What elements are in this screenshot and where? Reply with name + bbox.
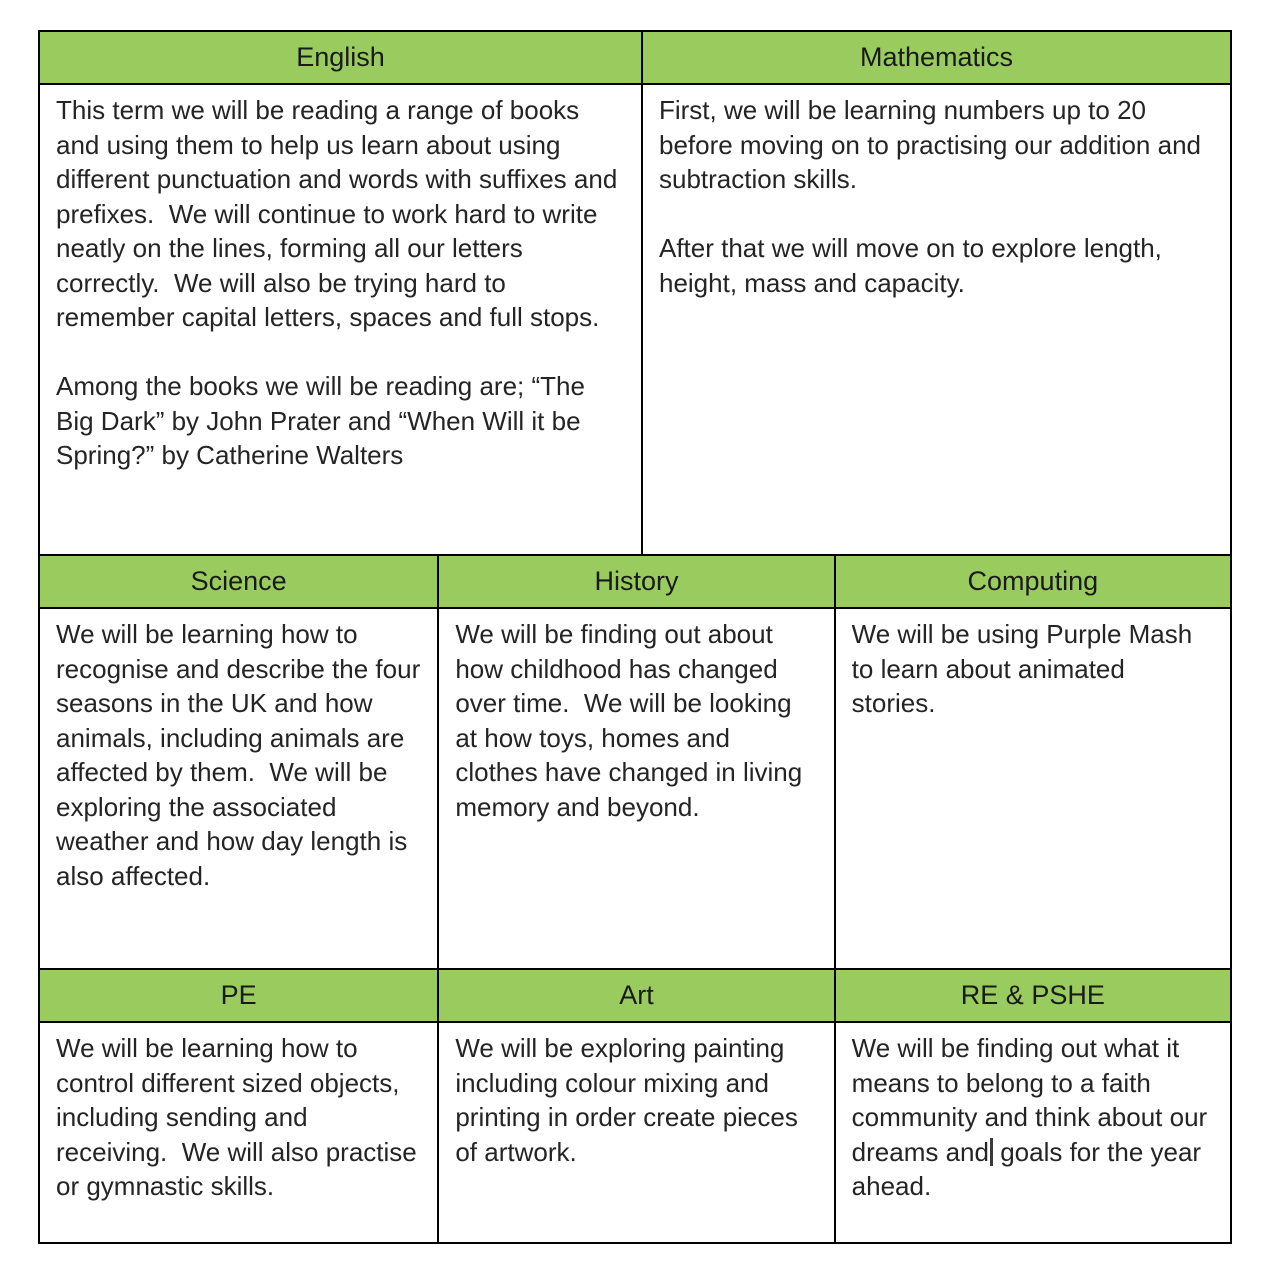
body-cell-re-pshe[interactable] bbox=[836, 1023, 1230, 1242]
table-section-top bbox=[40, 32, 1230, 556]
english-paragraph-1[interactable]: This term we will be reading a range of books and using them to help us learn about using different punctuation and words with suffixes and prefixes. We will continue to work hard to write neatly on the lines, forming all our letters correctly. We will also be trying hard to remember capital letters, spaces and full stops. bbox=[56, 95, 625, 332]
science-paragraph-1[interactable]: We will be learning how to recognise and describe the four seasons in the UK and how animals, including animals are affected by them. We will be exploring the associated weather and how day length is also affected. bbox=[56, 619, 428, 891]
table-section-middle bbox=[40, 556, 1230, 970]
header-cell-computing[interactable]: Computing bbox=[836, 556, 1230, 609]
re-pshe-paragraph-1[interactable] bbox=[852, 1031, 1214, 1204]
header-cell-science[interactable]: Science bbox=[40, 556, 439, 609]
body-cell-science[interactable] bbox=[40, 609, 439, 970]
body-cell-art[interactable] bbox=[439, 1023, 835, 1242]
history-paragraph-1[interactable]: We will be finding out about how childhood has changed over time. We will be looking at how toys, homes and clothes have changed in living memory and beyond. bbox=[455, 619, 810, 822]
header-cell-mathematics[interactable]: Mathematics bbox=[643, 32, 1230, 85]
body-cell-pe[interactable] bbox=[40, 1023, 439, 1242]
header-cell-art[interactable]: Art bbox=[439, 970, 835, 1023]
art-paragraph-1[interactable]: We will be exploring painting including colour mixing and printing in order create pieces of artwork. bbox=[455, 1033, 806, 1167]
re-pshe-text-after-caret: goals for the year ahead. bbox=[851, 1136, 1209, 1201]
header-cell-pe[interactable]: PE bbox=[40, 970, 439, 1023]
body-cell-english[interactable] bbox=[40, 85, 643, 556]
body-cell-mathematics[interactable] bbox=[643, 85, 1230, 556]
re-pshe-text-before-caret: We will be finding out what it means to belong to a faith community and think about our dreams and bbox=[851, 1033, 1215, 1167]
header-cell-re-pshe[interactable]: RE & PSHE bbox=[836, 970, 1230, 1023]
header-cell-history[interactable]: History bbox=[439, 556, 835, 609]
computing-paragraph-1[interactable]: We will be using Purple Mash to learn about animated stories. bbox=[851, 619, 1200, 718]
table-section-bottom bbox=[40, 970, 1230, 1242]
body-cell-computing[interactable] bbox=[836, 609, 1230, 970]
body-cell-history[interactable] bbox=[439, 609, 835, 970]
pe-paragraph-1[interactable]: We will be learning how to control different sized objects, including sending and receiving. We will also practise or gymnastic skills. bbox=[56, 1033, 424, 1201]
mathematics-paragraph-1[interactable]: First, we will be learning numbers up to 20 before moving on to practising our addition and subtraction skills. bbox=[658, 95, 1209, 194]
curriculum-table bbox=[38, 30, 1232, 1244]
mathematics-paragraph-2[interactable]: After that we will move on to explore length, height, mass and capacity. bbox=[658, 233, 1170, 298]
header-cell-english[interactable]: English bbox=[40, 32, 643, 85]
english-paragraph-2[interactable]: Among the books we will be reading are; “The Big Dark” by John Prater and “When Will it be Spring?” by Catherine Walters bbox=[56, 371, 593, 470]
